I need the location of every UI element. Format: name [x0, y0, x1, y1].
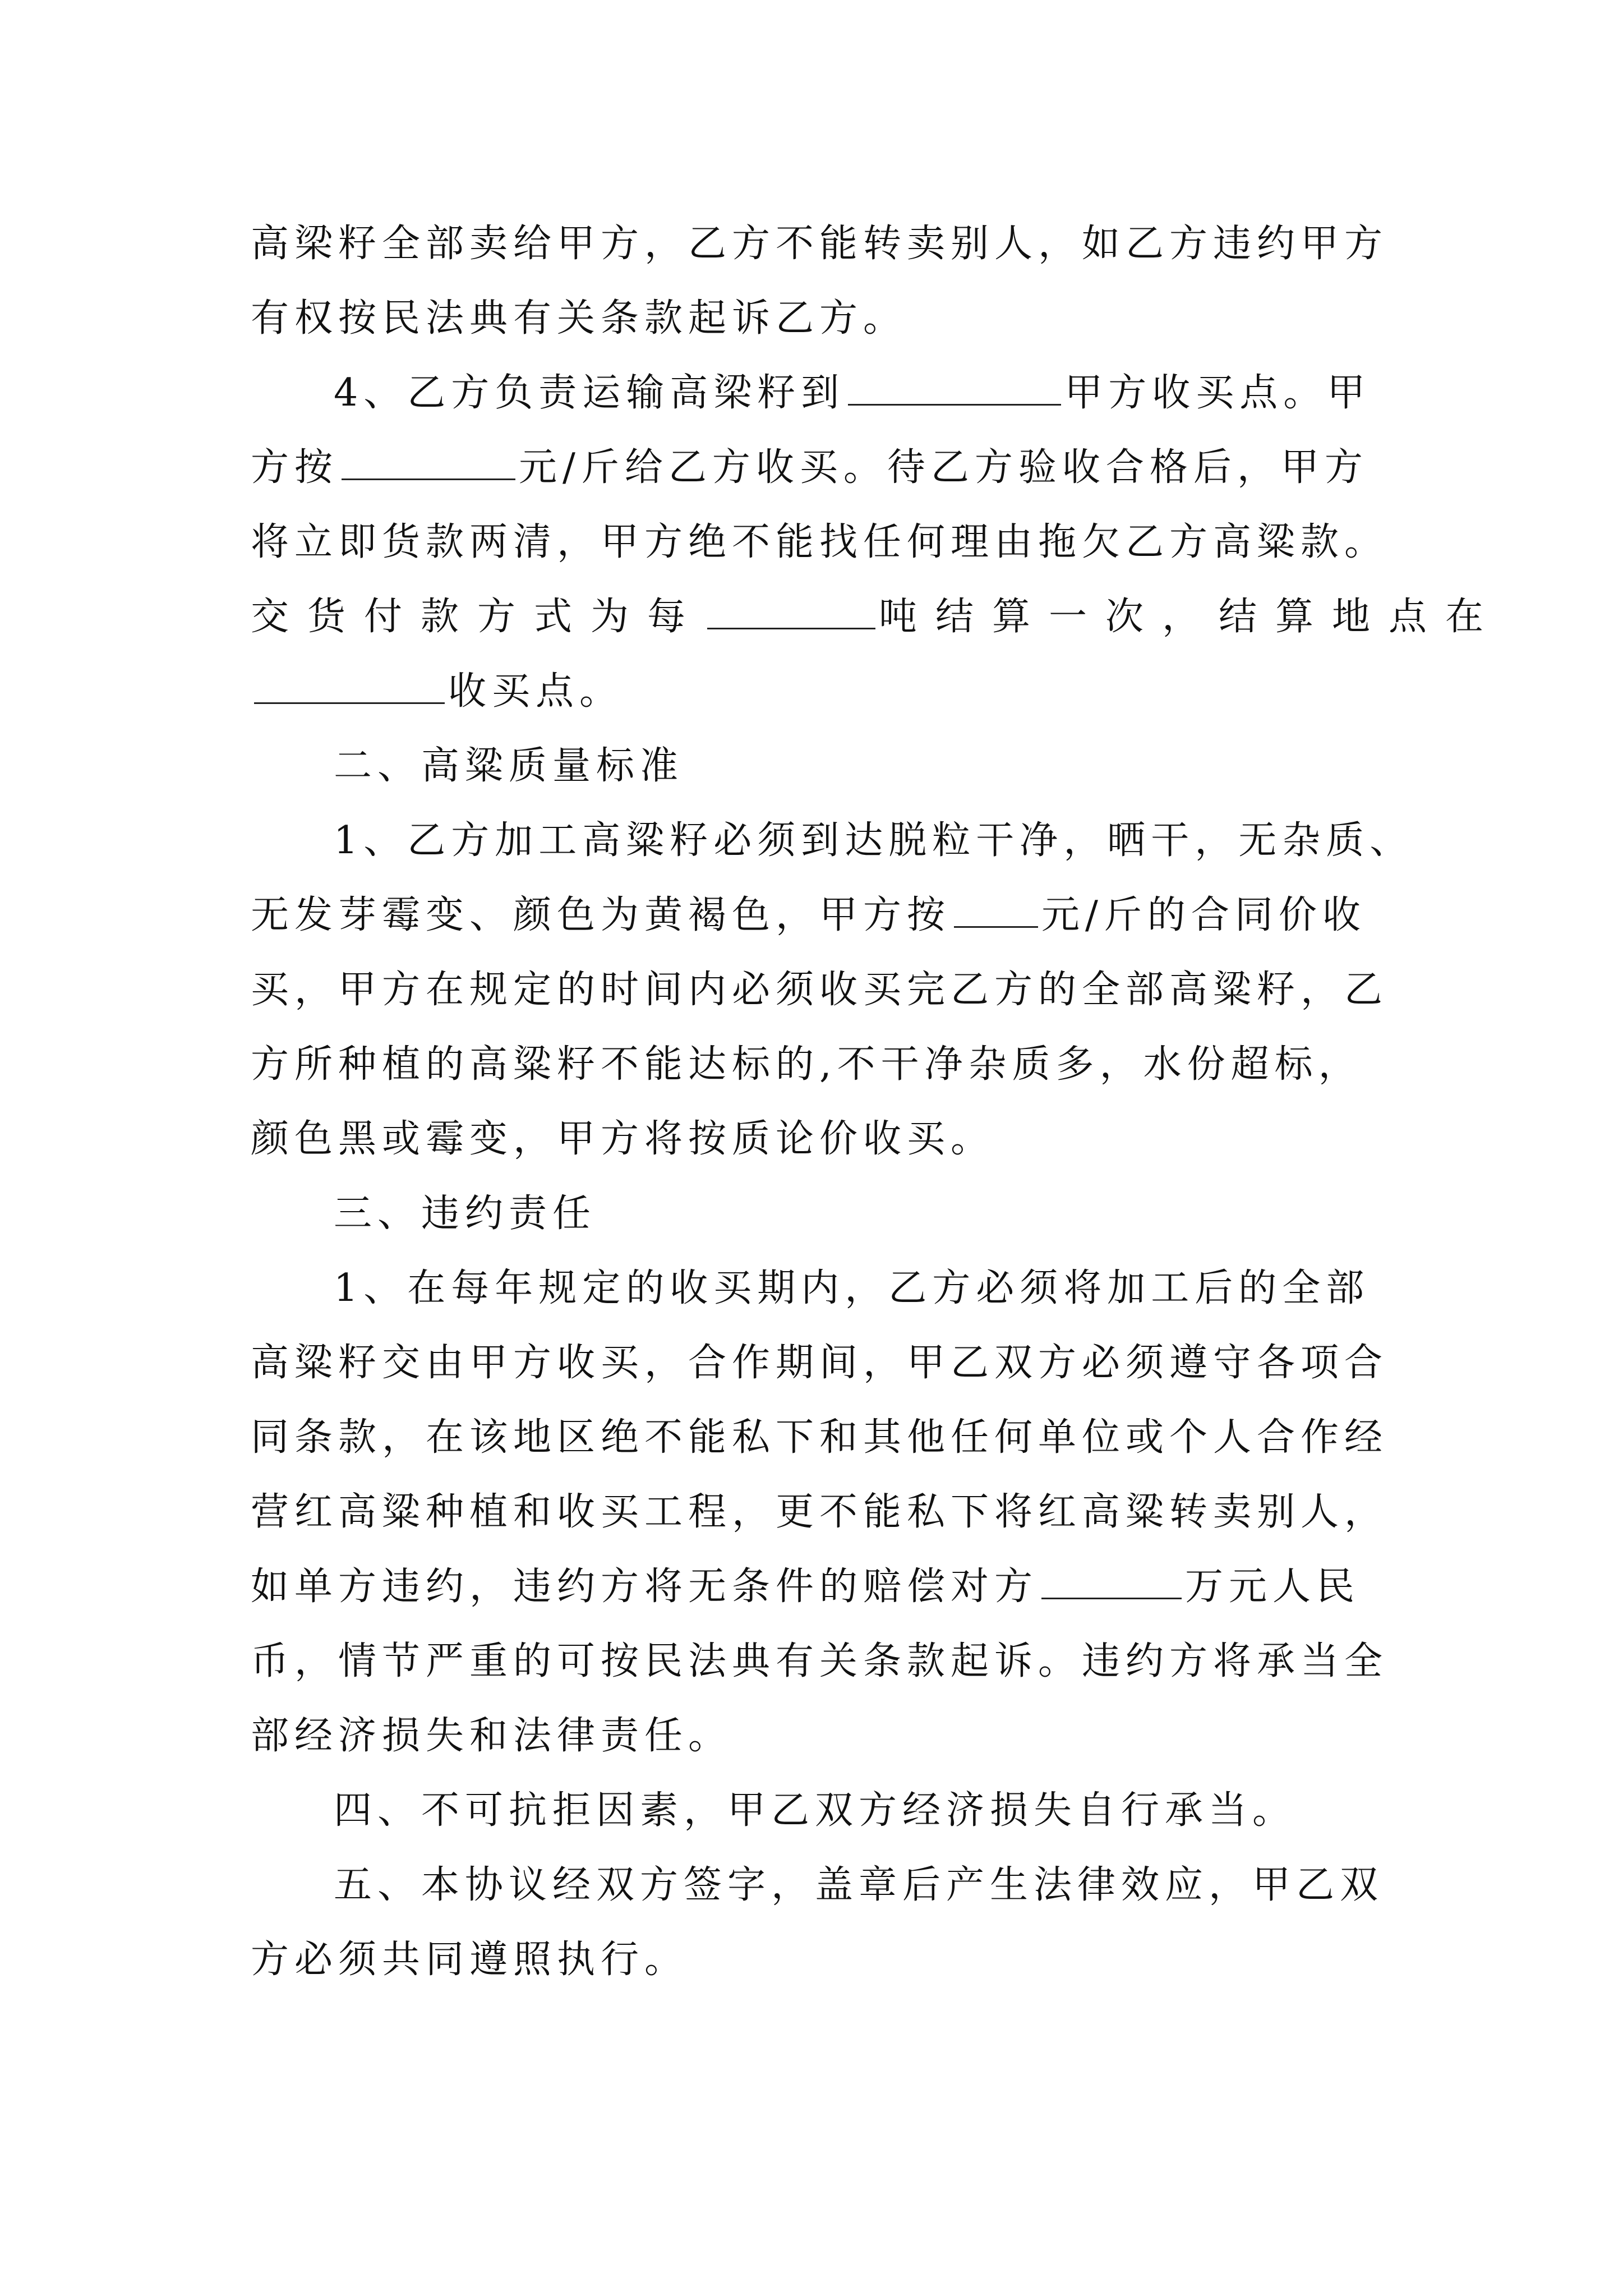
- text-run: 万元人民: [1185, 1565, 1361, 1609]
- fill-in-blank: [342, 444, 515, 480]
- paragraph-line: [251, 1100, 1372, 1179]
- paragraph-line: [251, 1473, 1389, 1552]
- text-run: 营红高粱种植和收买工程，更不能私下将红高粱转卖别人，: [251, 1490, 1389, 1534]
- paragraph-line: [251, 652, 1372, 731]
- text-run: 吨结算一次，结算地点在: [879, 595, 1502, 639]
- fill-in-blank: [954, 891, 1038, 928]
- text-run: 部经济损失和法律责任。: [251, 1714, 732, 1758]
- text-run: 1、乙方加工高粱籽必须到达脱粒干净，晒干，无杂质、: [334, 818, 1414, 863]
- fill-in-blank: [1041, 1563, 1182, 1599]
- text-run: 1、在每年规定的收买期内，乙方必须将加工后的全部: [334, 1266, 1370, 1310]
- paragraph-line: [251, 1921, 1372, 1999]
- text-run: 元/斤给乙方收买。待乙方验收合格后，甲方: [519, 445, 1368, 490]
- paragraph-line: [251, 1025, 1372, 1104]
- text-run: 同条款，在该地区绝不能私下和其他任何单位或个人合作经: [251, 1415, 1389, 1460]
- text-run: 颜色黑或霉变，甲方将按质论价收买。: [251, 1117, 995, 1161]
- text-run: 无发芽霉变、颜色为黄褐色，甲方按: [251, 893, 951, 937]
- paragraph-line: [334, 354, 1455, 432]
- paragraph-line: [251, 578, 1502, 656]
- text-run: 买，甲方在规定的时间内必须收买完乙方的全部高粱籽，乙: [251, 968, 1389, 1012]
- text-run: 有权按民法典有关条款起诉乙方。: [251, 296, 907, 341]
- paragraph-line: [251, 951, 1389, 1029]
- section-heading: [334, 727, 1455, 806]
- paragraph-line: [251, 1697, 1372, 1775]
- fill-in-blank: [707, 593, 875, 629]
- section-heading: [334, 1846, 1455, 1925]
- section-heading: [334, 1772, 1455, 1850]
- text-run: 元/斤的合同价收: [1041, 893, 1366, 937]
- paragraph-line: [251, 279, 1372, 358]
- text-run: 高粱籽交由甲方收买，合作期间，甲乙双方必须遵守各项合: [251, 1341, 1389, 1385]
- text-run: 三、违约责任: [334, 1191, 597, 1236]
- paragraph-line: [251, 1548, 1372, 1626]
- text-run: 四、不可抗拒因素，甲乙双方经济损失自行承当。: [334, 1788, 1297, 1833]
- text-run: 方所种植的高粱籽不能达标的,不干净杂质多，水份超标，: [251, 1042, 1362, 1087]
- paragraph-line: [334, 802, 1455, 880]
- text-run: 如单方违约，违约方将无条件的赔偿对方: [251, 1565, 1039, 1609]
- fill-in-blank: [254, 668, 445, 704]
- paragraph-line: [251, 1622, 1389, 1701]
- text-run: 将立即货款两清，甲方绝不能找任何理由拖欠乙方高粱款。: [251, 520, 1389, 564]
- text-run: 方按: [251, 445, 339, 490]
- paragraph-line: [251, 1398, 1389, 1477]
- fill-in-blank: [848, 369, 1061, 406]
- text-run: 币，情节严重的可按民法典有关条款起诉。违约方将承当全: [251, 1639, 1389, 1683]
- text-run: 二、高粱质量标准: [334, 744, 684, 788]
- paragraph-line: [334, 1249, 1455, 1328]
- paragraph-line: [251, 503, 1389, 582]
- paragraph-line: [251, 205, 1389, 283]
- text-run: 交货付款方式为每: [251, 595, 704, 639]
- text-run: 高梁籽全部卖给甲方，乙方不能转卖别人，如乙方违约甲方: [251, 222, 1389, 266]
- text-run: 五、本协议经双方签字，盖章后产生法律效应，甲乙双: [334, 1863, 1384, 1907]
- text-run: 收买点。: [448, 669, 624, 714]
- section-heading: [334, 1175, 1455, 1253]
- paragraph-line: [251, 1324, 1389, 1402]
- text-run: 甲方收买点。甲: [1064, 371, 1371, 415]
- text-run: 4、乙方负责运输高梁籽到: [334, 371, 845, 415]
- paragraph-line: [251, 429, 1372, 507]
- text-run: 方必须共同遵照执行。: [251, 1938, 689, 1982]
- paragraph-line: [251, 876, 1372, 955]
